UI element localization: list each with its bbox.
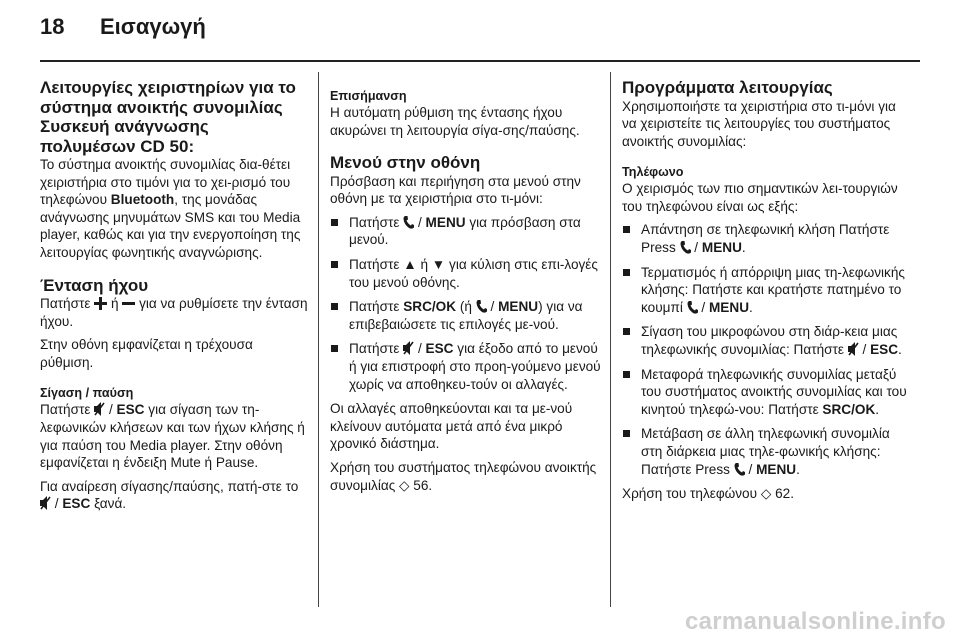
phone-handset-icon <box>687 299 698 317</box>
phone-bullet-list <box>622 221 912 478</box>
esc-key-label: ESC <box>425 341 454 357</box>
heading-screen-menu: Μενού στην οθόνη <box>330 153 481 173</box>
paragraph-intro: Το σύστημα ανοικτής συνομιλίας δια-θέτει χειριστήρια στο τιμόνι για το χει-ρισμό του τηλεφώνου Bluetooth, της μονάδας ανάγνωσης μηνυμάτων SMS και του Media player, καθώς και για την ενεργοποίηση της λειτουργίας φωνητικής αναγνώρισης. <box>40 157 301 260</box>
phone-handset-icon <box>680 239 691 257</box>
column-divider-2 <box>610 72 611 607</box>
list-item: Τερματισμός ή απόρριψη μιας τη-λεφωνικής κλήσης: Πατήστε και κρατήστε πατημένο το κουμπί / MENU. <box>622 264 912 317</box>
menu-key-label: MENU <box>701 240 742 256</box>
paragraph-phone-intro: Ο χειρισμός των πιο σημαντικών λει-τουργιών του τηλεφώνου είναι ως εξής: <box>622 181 898 214</box>
bluetooth-label: Bluetooth <box>110 192 175 208</box>
menu-key-label: MENU <box>425 214 466 230</box>
menu-key-label: MENU <box>498 299 539 315</box>
mute-speaker-icon <box>403 340 414 358</box>
paragraph-phone-reference: Χρήση του τηλεφώνου ◇ 62. <box>622 486 794 502</box>
paragraph-menu-intro: Πρόσβαση και περιήγηση στα μενού στην οθόνη με τα χειριστήρια στο τι-μόνι: <box>330 173 581 207</box>
page-number: 18 <box>40 14 65 39</box>
page-title: Εισαγωγή <box>100 14 206 39</box>
heading-mute: Σίγαση / παύση <box>40 386 134 401</box>
paragraph-auto-save: Οι αλλαγές αποθηκεύονται και τα με-νού κλείνουν αυτόματα μετά από ένα μικρό χρονικό διάστημα. <box>330 401 573 452</box>
list-item: Σίγαση του μικροφώνου στη διάρ-κεια μιας τηλεφωνικής συνομιλίας: Πατήστε / ESC. <box>622 323 912 358</box>
list-item: Απάντηση σε τηλεφωνική κλήση Πατήστε Press / MENU. <box>622 221 912 256</box>
mute-speaker-icon <box>848 341 859 359</box>
list-item: Πατήστε / ESC για έξοδο από το μενού ή για επιστροφή στο προη-γούμενο μενού χωρίς να αποθηκευ-τούν οι αλλαγές. <box>330 340 602 393</box>
list-item: Πατήστε SRC/OK (ή / MENU) για να επιβεβαιώσετε τις επιλογές με-νού. <box>330 298 602 333</box>
heading-note: Επισήμανση <box>330 89 407 103</box>
arrow-up-icon: ▲ <box>403 257 417 273</box>
mute-speaker-icon <box>94 401 105 419</box>
header-rule <box>40 60 920 62</box>
heading-operating-modes: Προγράμματα λειτουργίας <box>622 78 833 97</box>
column-divider-1 <box>318 72 319 607</box>
esc-key-label: ESC <box>870 342 899 358</box>
column-1 <box>40 78 308 513</box>
list-item: Μεταφορά τηλεφωνικής συνομιλίας μεταξύ του συστήματος ανοικτής συνομιλίας και του κινητού τηλεφώ-νου: Πατήστε SRC/OK. <box>622 366 912 419</box>
heading-phone: Τηλέφωνο <box>622 165 684 180</box>
page-ref-icon: ◇ <box>760 486 772 502</box>
menu-key-label: MENU <box>708 299 750 315</box>
phone-handset-icon <box>476 298 487 316</box>
page-header <box>40 14 206 40</box>
page-ref-link[interactable]: 56. <box>409 477 433 493</box>
paragraph-volume-display: Στην οθόνη εμφανίζεται η τρέχουσα ρύθμιση. <box>40 337 253 370</box>
paragraph-volume: Πατήστε ή για να ρυθμίσετε την ένταση ήχου. <box>40 296 308 329</box>
paragraph-unmute: Για αναίρεση σίγασης/παύσης, πατή-στε το / ESC ξανά. <box>40 478 299 512</box>
paragraph-mute: Πατήστε / ESC για σίγαση των τη-λεφωνικών κλήσεων και των ήχων κλήσης ή για παύση του Media player. Στην οθόνη εμφανίζεται η ένδειξη Mute ή Pause. <box>40 402 305 471</box>
paragraph-reference: Χρήση του συστήματος τηλεφώνου ανοικτής συνομιλίας ◇ 56. <box>330 460 597 493</box>
src-ok-key-label: SRC/OK <box>403 299 457 315</box>
list-item: Μετάβαση σε άλλη τηλεφωνική συνομιλία στη διάρκεια μιας τηλε-φωνικής κλήσης: Πατήστε Press / MENU. <box>622 425 912 478</box>
arrow-down-icon: ▼ <box>431 257 446 273</box>
watermark: carmanualsonline.info <box>684 608 946 635</box>
heading-volume: Ένταση ήχου <box>40 275 149 295</box>
paragraph-note: Η αυτόματη ρύθμιση της έντασης ήχου ακυρώνει τη λειτουργία σίγα-σης/παύσης. <box>330 105 580 138</box>
phone-handset-icon <box>734 461 745 479</box>
esc-key-label: ESC <box>62 496 91 512</box>
column-2 <box>330 88 602 494</box>
menu-key-label: MENU <box>756 461 797 477</box>
phone-handset-icon <box>403 214 414 232</box>
list-item: Πατήστε / MENU για πρόσβαση στα μενού. <box>330 214 602 249</box>
heading-steering-controls: Λειτουργίες χειριστηρίων για το σύστημα ανοικτής συνομιλίας <box>40 78 296 117</box>
page-ref-icon: ◇ <box>399 477 410 493</box>
minus-icon <box>122 295 135 313</box>
src-ok-key-label: SRC/OK <box>822 401 876 417</box>
menu-bullet-list <box>330 214 602 393</box>
page-ref-link[interactable]: 62. <box>771 486 794 502</box>
list-item: Πατήστε ▲ ή ▼ για κύλιση στις επι-λογές του μενού οθόνης. <box>330 256 602 291</box>
plus-icon <box>94 295 107 313</box>
paragraph-modes-intro: Χρησιμοποιήστε τα χειριστήρια στο τι-μόνι για να χειριστείτε τις λειτουργίες του συστήματος ανοικτής συνομιλίας: <box>622 98 896 149</box>
esc-key-label: ESC <box>116 402 145 418</box>
mute-speaker-icon <box>40 495 51 513</box>
heading-cd50: Συσκευή ανάγνωσης πολυμέσων CD 50: <box>40 117 209 156</box>
column-3 <box>622 78 912 503</box>
